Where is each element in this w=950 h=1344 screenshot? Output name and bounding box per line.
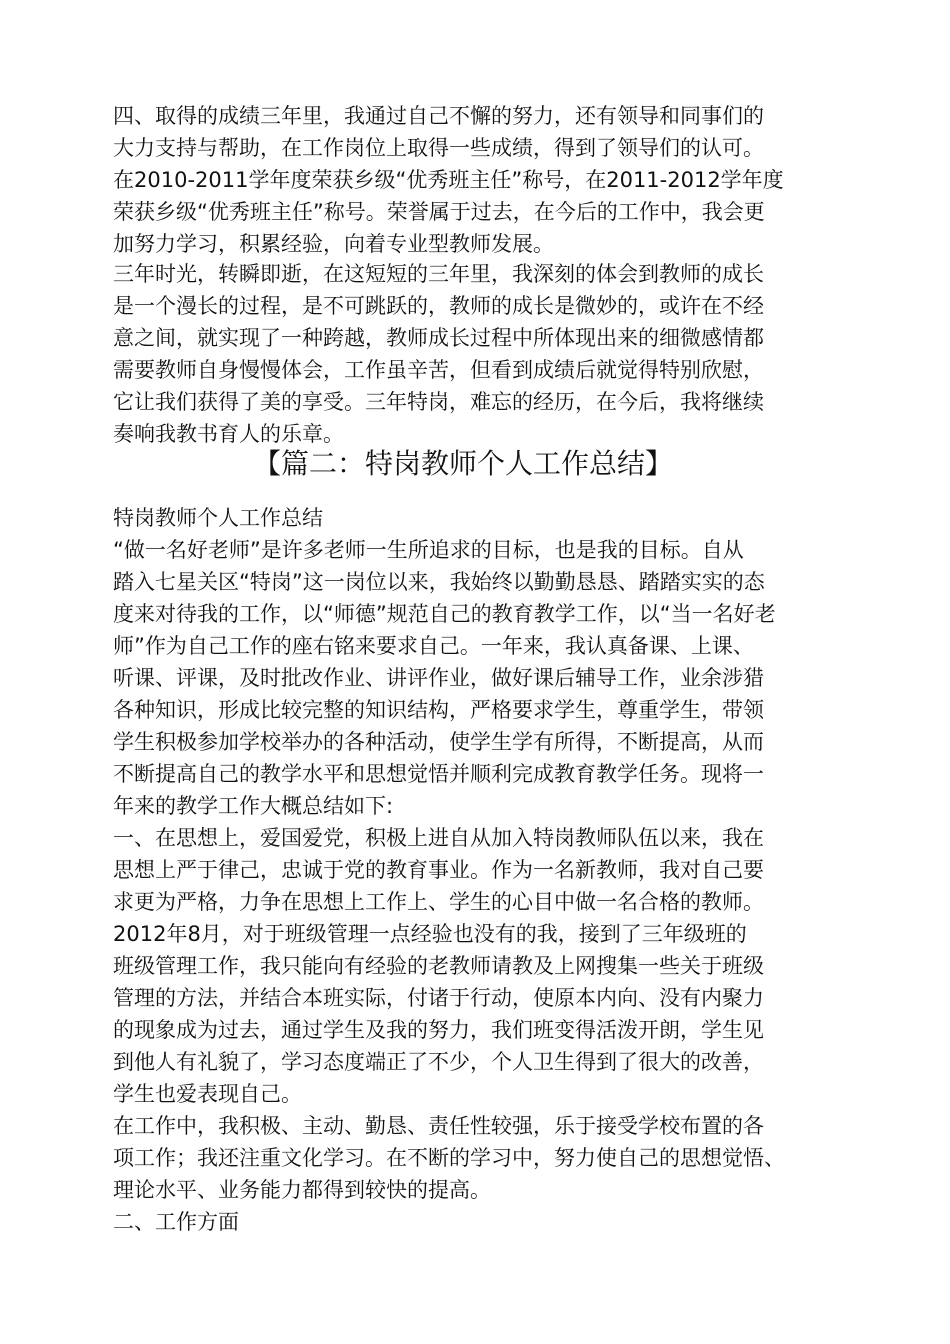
paragraph-line: 学生也爱表现自己。 [113, 1082, 302, 1106]
paragraph-line: 2012年8月，对于班级管理一点经验也没有的我，接到了三年级班的 [113, 922, 747, 946]
paragraph-line: 各种知识，形成比较完整的知识结构，严格要求学生，尊重学生，带领 [113, 698, 764, 722]
paragraph-line: 需要教师自身慢慢体会，工作虽辛苦，但看到成绩后就觉得特别欣慰， [113, 358, 764, 382]
paragraph-line: 学生积极参加学校举办的各种活动，使学生学有所得，不断提高，从而 [113, 730, 764, 754]
paragraph-line: 三年时光，转瞬即逝，在这短短的三年里，我深刻的体会到教师的成长 [113, 262, 764, 286]
subtitle: 特岗教师个人工作总结 [113, 506, 323, 530]
paragraph-line: 管理的方法，并结合本班实际，付诸于行动，使原本内向、没有内聚力 [113, 986, 764, 1010]
paragraph-line: 度来对待我的工作，以“师德”规范自己的教育教学工作，以“当一名好老 [113, 602, 776, 626]
paragraph-line: 师”作为自己工作的座右铭来要求自己。一年来，我认真备课、上课、 [113, 634, 754, 658]
paragraph-line: 听课、评课，及时批改作业、讲评作业，做好课后辅导工作，业余涉猎 [113, 666, 764, 690]
paragraph-line: 荣获乡级“优秀班主任”称号。荣誉属于过去，在今后的工作中，我会更 [113, 200, 765, 224]
section-heading: 【篇二：特岗教师个人工作总结】 [252, 447, 673, 480]
paragraph-line: 理论水平、业务能力都得到较快的提高。 [113, 1178, 491, 1202]
paragraph-line: 在2010-2011学年度荣获乡级“优秀班主任”称号，在2011-2012学年度 [113, 168, 784, 192]
paragraph-line: 年来的教学工作大概总结如下: [113, 794, 394, 818]
paragraph-line: 奏响我教书育人的乐章。 [113, 422, 344, 446]
paragraph-line: 大力支持与帮助，在工作岗位上取得一些成绩，得到了领导们的认可。 [113, 136, 764, 160]
paragraph-line: 意之间，就实现了一种跨越，教师成长过程中所体现出来的细微感情都 [113, 326, 764, 350]
paragraph-line: 到他人有礼貌了，学习态度端正了不少，个人卫生得到了很大的改善， [113, 1050, 764, 1074]
paragraph-line: 思想上严于律己，忠诚于党的教育事业。作为一名新教师，我对自己要 [113, 858, 764, 882]
paragraph-line: 项工作；我还注重文化学习。在不断的学习中，努力使自己的思想觉悟、 [113, 1146, 785, 1170]
paragraph-line: 的现象成为过去，通过学生及我的努力，我们班变得活泼开朗，学生见 [113, 1018, 764, 1042]
paragraph-line: 不断提高自己的教学水平和思想觉悟并顺利完成教育教学任务。现将一 [113, 762, 764, 786]
subsection-heading: 二、工作方面 [113, 1210, 239, 1234]
paragraph-line: 在工作中，我积极、主动、勤恳、责任性较强，乐于接受学校布置的各 [113, 1114, 764, 1138]
paragraph-line: 它让我们获得了美的享受。三年特岗，难忘的经历，在今后，我将继续 [113, 390, 764, 414]
paragraph-line: 踏入七星关区“特岗”这一岗位以来，我始终以勤勤恳恳、踏踏实实的态 [113, 570, 765, 594]
paragraph-line: 班级管理工作，我只能向有经验的老教师请教及上网搜集一些关于班级 [113, 954, 764, 978]
paragraph-line: 四、取得的成绩三年里，我通过自己不懈的努力，还有领导和同事们的 [113, 104, 764, 128]
paragraph-line: 求更为严格，力争在思想上工作上、学生的心目中做一名合格的教师。 [113, 890, 764, 914]
paragraph-line: “做一名好老师”是许多老师一生所追求的目标，也是我的目标。自从 [113, 538, 744, 562]
paragraph-line: 一、在思想上，爱国爱党，积极上进自从加入特岗教师队伍以来，我在 [113, 826, 764, 850]
paragraph-line: 加努力学习，积累经验，向着专业型教师发展。 [113, 232, 554, 256]
paragraph-line: 是一个漫长的过程，是不可跳跃的，教师的成长是微妙的，或许在不经 [113, 294, 764, 318]
